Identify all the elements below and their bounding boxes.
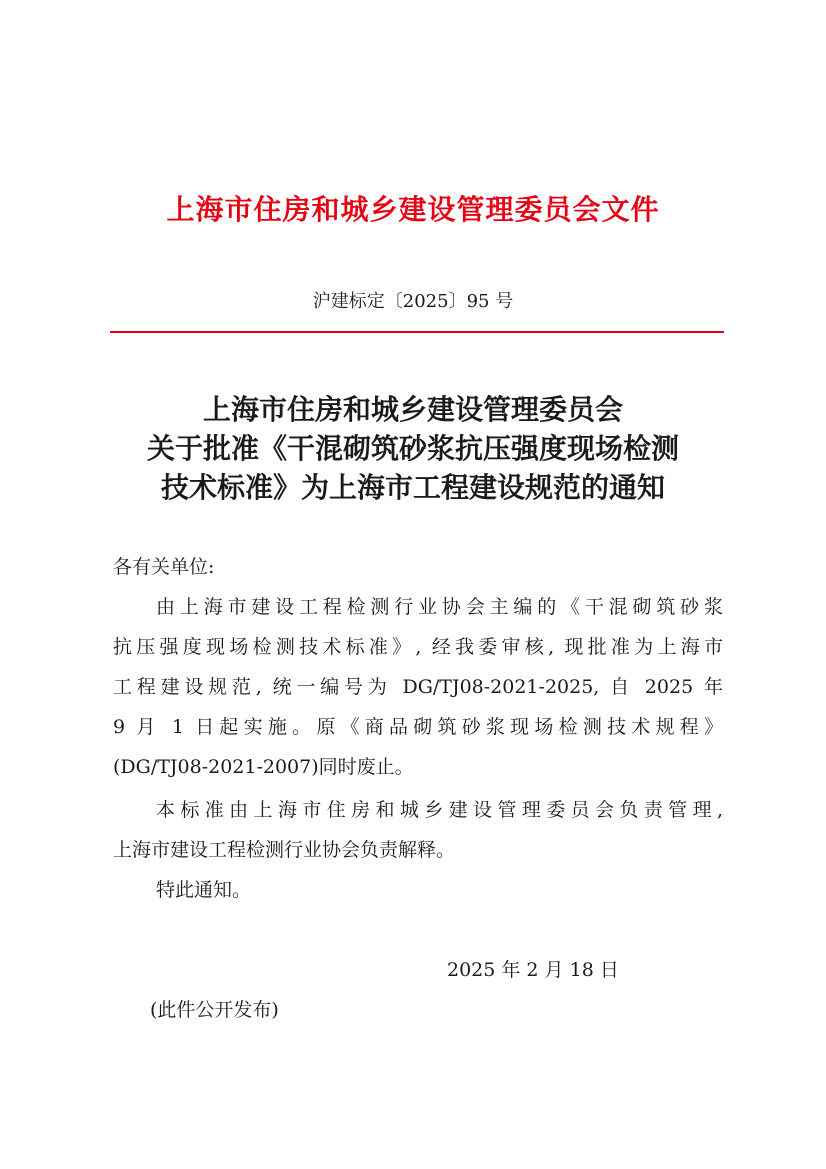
closing-line: 特此通知。 — [156, 879, 252, 901]
paragraph-1-line: 抗压强度现场检测技术标准》, 经我委审核, 现批准为上海市 — [113, 636, 723, 658]
notice-title-line-2: 关于批准《干混砌筑砂浆抗压强度现场检测 — [146, 432, 679, 465]
notice-title-line-1: 上海市住房和城乡建设管理委员会 — [202, 393, 623, 426]
red-divider-line — [110, 331, 724, 333]
organization-header: 上海市住房和城乡建设管理委员会文件 — [166, 193, 660, 226]
release-note: (此件公开发布) — [150, 999, 279, 1021]
issue-date: 2025 年 2 月 18 日 — [447, 959, 619, 981]
salutation: 各有关单位: — [113, 556, 215, 578]
notice-title-line-3: 技术标准》为上海市工程建设规范的通知 — [160, 471, 665, 504]
paragraph-1-line: 由上海市建设工程检测行业协会主编的《干混砌筑砂浆 — [156, 596, 723, 618]
paragraph-1-line: 9 月 1 日起实施。原《商品砌筑砂浆现场检测技术规程》 — [113, 716, 723, 738]
paragraph-1-line: 工程建设规范, 统一编号为 DG/TJ08-2021-2025, 自 2025 年 — [113, 676, 723, 698]
paragraph-2-line: 本标准由上海市住房和城乡建设管理委员会负责管理, — [156, 799, 723, 821]
paragraph-2-line: 上海市建设工程检测行业协会负责解释。 — [113, 839, 456, 861]
paragraph-1-line: (DG/TJ08-2021-2007)同时废止。 — [113, 756, 414, 778]
document-number: 沪建标定〔2025〕95 号 — [312, 291, 514, 312]
